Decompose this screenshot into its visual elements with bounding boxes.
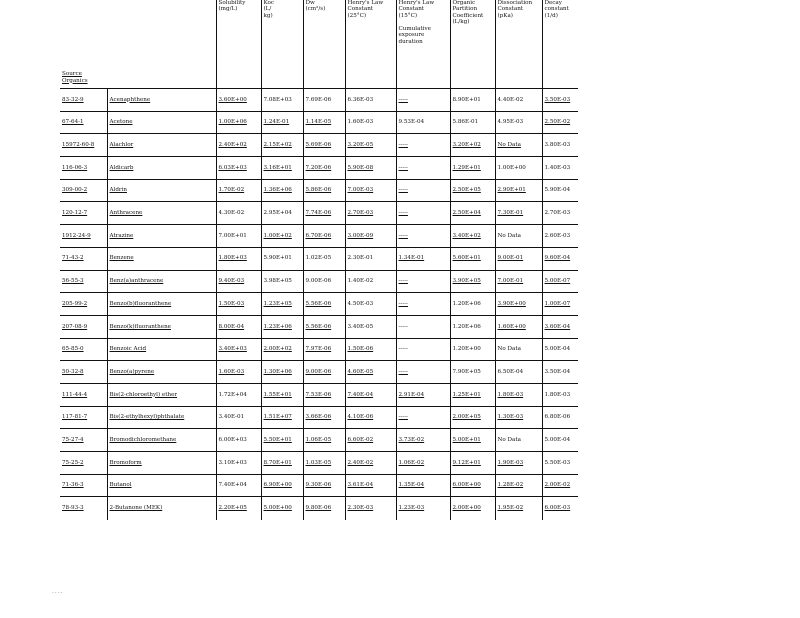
koc: 5.00E+00	[261, 497, 303, 520]
dw: 7.20E-06	[303, 157, 345, 180]
dissociation-constant: 1.60E+00	[495, 315, 542, 338]
header-solubility: Solubility (mg/L)	[216, 0, 261, 89]
table-row	[60, 202, 578, 225]
solubility: 3.40E+03	[216, 338, 261, 361]
decay-constant: 6.80E-06	[542, 406, 578, 429]
dissociation-constant: 6.50E-04	[495, 361, 542, 384]
chemical-name: Acenaphthene	[107, 89, 216, 112]
koc: 3.98E+05	[261, 270, 303, 293]
henry-constant-15c: -----	[396, 293, 450, 316]
henry-constant: 2.30E-03	[345, 497, 396, 520]
partition-coefficient: 2.50E+05	[450, 179, 495, 202]
dw: 7.53E-06	[303, 383, 345, 406]
table-row	[60, 111, 578, 134]
header-henry: Henry's Law Constant (25°C)	[345, 0, 396, 89]
henry-constant: 4.60E-05	[345, 361, 396, 384]
chemical-name: Benzo(b)fluoranthene	[107, 293, 216, 316]
table-row	[60, 293, 578, 316]
header-partition: Organic Partition Coefficient (L/kg)	[450, 0, 495, 89]
partition-coefficient: 3.90E+05	[450, 270, 495, 293]
dissociation-constant: 7.30E-01	[495, 202, 542, 225]
table-row	[60, 225, 578, 248]
solubility: 3.10E+03	[216, 452, 261, 475]
table-header-row	[60, 0, 578, 89]
decay-constant: 5.00E-04	[542, 338, 578, 361]
henry-constant: 3.61E-04	[345, 474, 396, 497]
dw: 5.69E-06	[303, 134, 345, 157]
solubility: 1.60E-03	[216, 361, 261, 384]
cas-number: 67-64-1	[60, 111, 107, 134]
dw: 1.06E-05	[303, 429, 345, 452]
chemical-name: Bromodichloromethane	[107, 429, 216, 452]
henry-constant-15c: -----	[396, 179, 450, 202]
partition-coefficient: 1.20E+06	[450, 315, 495, 338]
solubility: 2.20E+05	[216, 497, 261, 520]
dw: 6.70E-06	[303, 225, 345, 248]
partition-coefficient: 1.20E+06	[450, 293, 495, 316]
dw: 9.00E-06	[303, 270, 345, 293]
header-dissociation: Dissociation Constant (pKa)	[495, 0, 542, 89]
koc: 2.00E+02	[261, 338, 303, 361]
cas-number: 1912-24-9	[60, 225, 107, 248]
table-row	[60, 361, 578, 384]
table-row	[60, 383, 578, 406]
decay-constant: 1.00E-07	[542, 293, 578, 316]
partition-coefficient: 8.90E+01	[450, 89, 495, 112]
dissociation-constant: 4.95E-03	[495, 111, 542, 134]
henry-constant: 6.60E-02	[345, 429, 396, 452]
decay-constant: 5.50E-03	[542, 452, 578, 475]
henry-constant: 1.50E-06	[345, 338, 396, 361]
decay-constant: 3.50E-03	[542, 89, 578, 112]
table-row	[60, 474, 578, 497]
partition-coefficient: 7.90E+05	[450, 361, 495, 384]
decay-constant: 5.90E-04	[542, 179, 578, 202]
koc: 1.36E+06	[261, 179, 303, 202]
chemical-name: 2-Butanone (MEK)	[107, 497, 216, 520]
dissociation-constant: 2.90E+01	[495, 179, 542, 202]
solubility: 1.00E+06	[216, 111, 261, 134]
solubility: 1.70E-02	[216, 179, 261, 202]
partition-coefficient: 5.86E-01	[450, 111, 495, 134]
table-row	[60, 429, 578, 452]
henry-constant: 4.50E-03	[345, 293, 396, 316]
cas-number: 65-85-0	[60, 338, 107, 361]
decay-constant: 3.50E-04	[542, 361, 578, 384]
table-row	[60, 134, 578, 157]
chemical-name: Alachlor	[107, 134, 216, 157]
header-dw: Dw (cm²/s)	[303, 0, 345, 89]
dissociation-constant: 1.28E-02	[495, 474, 542, 497]
koc: 2.95E+04	[261, 202, 303, 225]
chemical-name: Anthracene	[107, 202, 216, 225]
henry-constant-15c: -----	[396, 134, 450, 157]
cas-number: 71-43-2	[60, 247, 107, 270]
dissociation-constant: No Data	[495, 134, 542, 157]
dissociation-constant: 1.30E-03	[495, 406, 542, 429]
chemical-name: Bromoform	[107, 452, 216, 475]
dissociation-constant: No Data	[495, 225, 542, 248]
dw: 9.00E-06	[303, 361, 345, 384]
chemical-name: Butanol	[107, 474, 216, 497]
henry-constant-15c: -----	[396, 338, 450, 361]
henry-constant: 4.10E-06	[345, 406, 396, 429]
henry-constant: 3.00E-09	[345, 225, 396, 248]
koc: 1.51E+07	[261, 406, 303, 429]
header-decay: Decay constant (1/d)	[542, 0, 578, 89]
henry-constant-15c: 2.91E-04	[396, 383, 450, 406]
solubility: 3.40E-01	[216, 406, 261, 429]
henry-constant-15c: -----	[396, 315, 450, 338]
header-koc: Koc (L/ kg)	[261, 0, 303, 89]
decay-constant: 2.50E-02	[542, 111, 578, 134]
dw: 9.30E-06	[303, 474, 345, 497]
henry-constant-15c: 1.35E-04	[396, 474, 450, 497]
henry-constant: 1.60E-03	[345, 111, 396, 134]
dissociation-constant: 1.00E+00	[495, 157, 542, 180]
cas-number: 15972-60-8	[60, 134, 107, 157]
cas-number: 75-27-4	[60, 429, 107, 452]
cas-number: 117-81-7	[60, 406, 107, 429]
dissociation-constant: 4.40E-02	[495, 89, 542, 112]
partition-coefficient: 2.00E+05	[450, 406, 495, 429]
cas-number: 75-25-2	[60, 452, 107, 475]
dissociation-constant: 1.95E-02	[495, 497, 542, 520]
koc: 5.90E+01	[261, 247, 303, 270]
henry-constant-15c: -----	[396, 270, 450, 293]
dw: 5.56E-06	[303, 315, 345, 338]
cas-number: 205-99-2	[60, 293, 107, 316]
henry-constant-15c: 1.06E-02	[396, 452, 450, 475]
chemical-name: Aldrin	[107, 179, 216, 202]
dw: 7.97E-06	[303, 338, 345, 361]
solubility: 7.40E+04	[216, 474, 261, 497]
koc: 1.24E-01	[261, 111, 303, 134]
koc: 1.00E+02	[261, 225, 303, 248]
cas-number: 207-08-9	[60, 315, 107, 338]
henry-constant: 7.40E-04	[345, 383, 396, 406]
dw: 5.86E-06	[303, 179, 345, 202]
chemical-name: Acetone	[107, 111, 216, 134]
solubility: 9.40E-03	[216, 270, 261, 293]
decay-constant: 5.00E-04	[542, 429, 578, 452]
henry-constant: 2.30E-01	[345, 247, 396, 270]
dissociation-constant: 1.80E-03	[495, 383, 542, 406]
koc: 6.90E+00	[261, 474, 303, 497]
solubility: 3.60E+00	[216, 89, 261, 112]
solubility: 8.00E-04	[216, 315, 261, 338]
henry-constant-15c: -----	[396, 89, 450, 112]
table-row	[60, 270, 578, 293]
chemical-name: Bis(2-chloroethyl) ether	[107, 383, 216, 406]
henry-constant: 5.90E-08	[345, 157, 396, 180]
koc: 2.15E+02	[261, 134, 303, 157]
dw: 3.66E-06	[303, 406, 345, 429]
koc: 1.23E+05	[261, 293, 303, 316]
cas-number: 71-36-3	[60, 474, 107, 497]
henry-constant: 3.20E-05	[345, 134, 396, 157]
decay-constant: 1.40E-03	[542, 157, 578, 180]
chemical-name: Benzo(k)fluoranthene	[107, 315, 216, 338]
partition-coefficient: 3.20E+02	[450, 134, 495, 157]
table-row	[60, 406, 578, 429]
solubility: 1.72E+04	[216, 383, 261, 406]
decay-constant: 1.80E-03	[542, 383, 578, 406]
dissociation-constant: 1.90E-03	[495, 452, 542, 475]
solubility: 1.50E-03	[216, 293, 261, 316]
henry-constant-15c: 1.23E-03	[396, 497, 450, 520]
solubility: 6.00E+03	[216, 429, 261, 452]
henry-constant-15c: -----	[396, 225, 450, 248]
table-row	[60, 315, 578, 338]
dissociation-constant: 9.00E-01	[495, 247, 542, 270]
henry-constant-15c: 9.53E-04	[396, 111, 450, 134]
koc: 3.16E+01	[261, 157, 303, 180]
partition-coefficient: 6.00E+00	[450, 474, 495, 497]
dw: 9.80E-06	[303, 497, 345, 520]
solubility: 7.00E+01	[216, 225, 261, 248]
cas-number: 120-12-7	[60, 202, 107, 225]
henry-constant-15c: -----	[396, 202, 450, 225]
table-row	[60, 179, 578, 202]
table-body	[60, 89, 578, 520]
table-row	[60, 89, 578, 112]
chemical-name: Benzoic Acid	[107, 338, 216, 361]
partition-coefficient: 9.12E+01	[450, 452, 495, 475]
partition-coefficient: 5.00E+01	[450, 429, 495, 452]
cas-number: 309-00-2	[60, 179, 107, 202]
henry-constant: 1.40E-02	[345, 270, 396, 293]
cas-number: 78-93-3	[60, 497, 107, 520]
decay-constant: 3.60E-04	[542, 315, 578, 338]
decay-constant: 6.00E-03	[542, 497, 578, 520]
dw: 1.03E-05	[303, 452, 345, 475]
solubility: 2.40E+02	[216, 134, 261, 157]
dw: 1.14E-05	[303, 111, 345, 134]
chemical-properties-table	[60, 0, 578, 520]
cas-number: 111-44-4	[60, 383, 107, 406]
koc: 8.70E+01	[261, 452, 303, 475]
cas-number: 83-32-9	[60, 89, 107, 112]
decay-constant: 2.00E-02	[542, 474, 578, 497]
henry-constant: 3.40E-05	[345, 315, 396, 338]
table-row	[60, 338, 578, 361]
koc: 1.30E+06	[261, 361, 303, 384]
partition-coefficient: 3.40E+02	[450, 225, 495, 248]
henry-constant-15c: 3.73E-02	[396, 429, 450, 452]
page-footer-mark: ....	[52, 588, 64, 595]
decay-constant: 9.60E-04	[542, 247, 578, 270]
partition-coefficient: 2.50E+04	[450, 202, 495, 225]
dissociation-constant: 7.00E-01	[495, 270, 542, 293]
chemical-name: Bis(2-ethylhexyl)phthalate	[107, 406, 216, 429]
dw: 1.02E-05	[303, 247, 345, 270]
koc: 1.23E+06	[261, 315, 303, 338]
dw: 5.56E-06	[303, 293, 345, 316]
decay-constant: 2.70E-03	[542, 202, 578, 225]
partition-coefficient: 1.25E+01	[450, 383, 495, 406]
henry-constant-15c: -----	[396, 157, 450, 180]
dw: 7.74E-06	[303, 202, 345, 225]
henry-constant: 2.70E-03	[345, 202, 396, 225]
koc: 5.50E+01	[261, 429, 303, 452]
decay-constant: 2.60E-03	[542, 225, 578, 248]
chemical-name: Benzo(a)pyrene	[107, 361, 216, 384]
decay-constant: 5.00E-07	[542, 270, 578, 293]
partition-coefficient: 5.60E+01	[450, 247, 495, 270]
cas-number: 116-06-3	[60, 157, 107, 180]
partition-coefficient: 1.29E+01	[450, 157, 495, 180]
partition-coefficient: 2.00E+00	[450, 497, 495, 520]
header-henry-15c: Henry's Law Constant (15°C) Cumulative exposure duration	[396, 0, 450, 89]
chemical-name: Benz(a)anthracene	[107, 270, 216, 293]
chemical-name: Benzene	[107, 247, 216, 270]
solubility: 4.30E-02	[216, 202, 261, 225]
chemical-name: Atrazine	[107, 225, 216, 248]
dissociation-constant: No Data	[495, 338, 542, 361]
henry-constant-15c: 1.34E-01	[396, 247, 450, 270]
table-row	[60, 157, 578, 180]
table-row	[60, 247, 578, 270]
henry-constant-15c: -----	[396, 361, 450, 384]
koc: 7.08E+03	[261, 89, 303, 112]
henry-constant: 2.40E-02	[345, 452, 396, 475]
cas-number: 56-55-3	[60, 270, 107, 293]
dissociation-constant: No Data	[495, 429, 542, 452]
chemical-name: Aldicarb	[107, 157, 216, 180]
henry-constant-15c: -----	[396, 406, 450, 429]
cas-number: 50-32-8	[60, 361, 107, 384]
table-row	[60, 452, 578, 475]
header-group-label: Source Organics	[62, 71, 88, 84]
table-row	[60, 497, 578, 520]
dissociation-constant: 3.90E+00	[495, 293, 542, 316]
henry-constant: 7.00E-03	[345, 179, 396, 202]
decay-constant: 3.80E-03	[542, 134, 578, 157]
henry-constant: 6.36E-03	[345, 89, 396, 112]
koc: 1.55E+01	[261, 383, 303, 406]
partition-coefficient: 1.20E+00	[450, 338, 495, 361]
dw: 7.69E-06	[303, 89, 345, 112]
solubility: 1.80E+03	[216, 247, 261, 270]
header-name	[107, 0, 216, 89]
solubility: 6.03E+03	[216, 157, 261, 180]
